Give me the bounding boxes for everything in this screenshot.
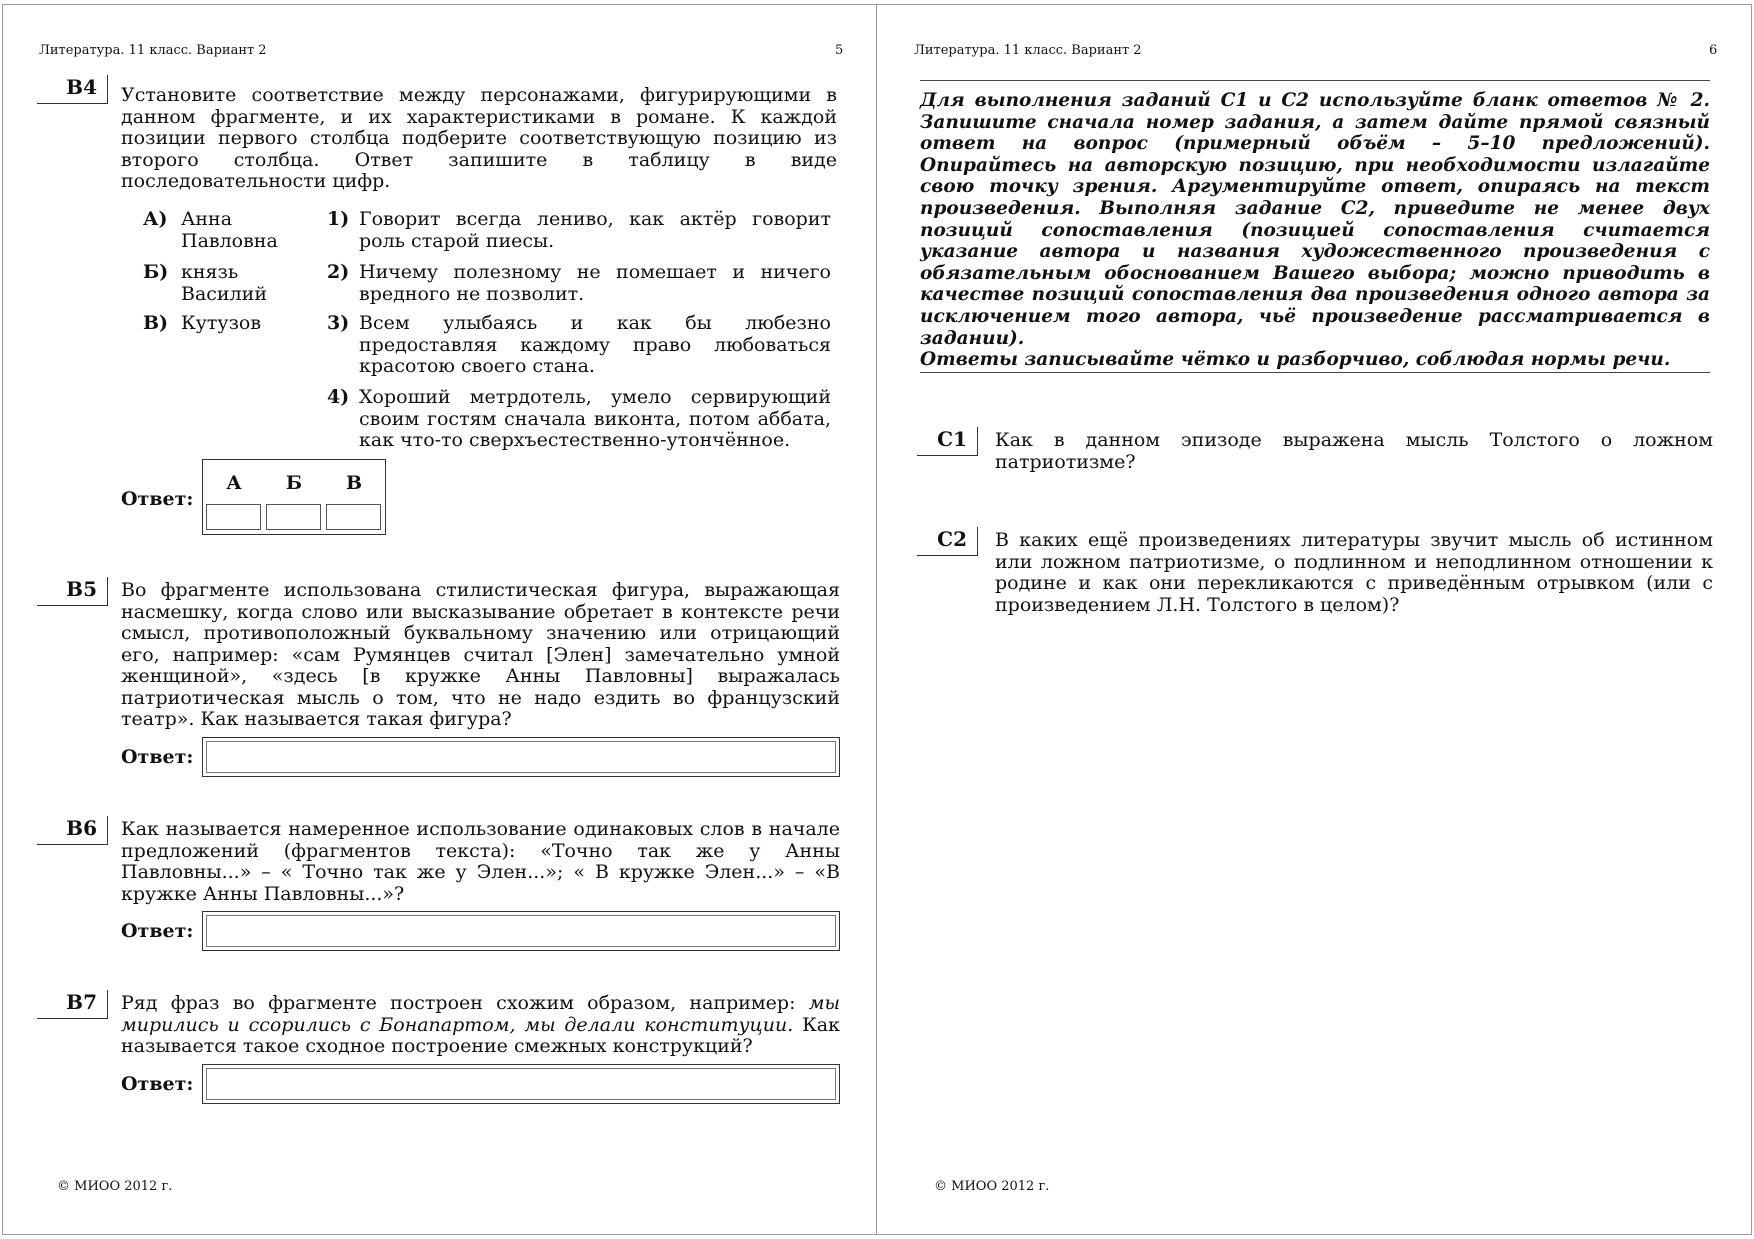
page-number: 6 bbox=[1709, 43, 1718, 58]
answer-field-b5[interactable] bbox=[202, 737, 840, 777]
character-name: Кутузов bbox=[181, 312, 262, 334]
characteristic-text: Говорит всегда лениво, как актёр говорит роль старой пиесы. bbox=[359, 208, 831, 252]
instructions bbox=[920, 90, 1710, 371]
task-b7-example: мы мирились и ссорились с Бонапартом, мы делали конституции. bbox=[121, 992, 840, 1036]
task-c1-text: Как в данном эпизоде выражена мысль Толстого о ложном патриотизме? bbox=[995, 429, 1713, 473]
left-page bbox=[2, 4, 878, 1235]
character-name: князь Василий bbox=[181, 261, 267, 305]
answer-field-b6[interactable] bbox=[202, 911, 840, 951]
page-footer: © МИОО 2012 г. bbox=[57, 1179, 173, 1194]
task-label-b7: B7 bbox=[37, 990, 108, 1019]
task-label-b5: B5 bbox=[37, 577, 108, 606]
answer-field-b7[interactable] bbox=[202, 1064, 840, 1104]
page-header: Литература. 11 класс. Вариант 2 bbox=[914, 43, 1142, 58]
instructions-top-rule bbox=[920, 80, 1710, 81]
instructions-bottom-rule bbox=[920, 372, 1710, 373]
answer-label: Ответ: bbox=[121, 920, 194, 942]
characteristic-number: 4) bbox=[327, 386, 350, 408]
character-letter: В) bbox=[143, 312, 169, 334]
instructions-text: Для выполнения заданий С1 и С2 используйте бланк ответов № 2. Запишите сначала номер задания, а затем дайте прямой связный ответ на вопрос (примерный объём – 5–10 предложений). Опирайтесь на авторскую позицию, при необходимости излагайте свою точку зрения. Аргументируйте ответ, опираясь на текст произведения. Выполняя задание С2, приведите не менее двух позиций сопоставления (позицией сопоставления считается указание автора и названия художественного произведения с обязательным обоснованием Вашего выбора; можно приводить в качестве позиций сопоставления два произведения одного автора за исключением того автора, чьё произведение рассматривается в задании). bbox=[920, 90, 1710, 349]
task-label-c2: C2 bbox=[917, 527, 978, 556]
answer-label: Ответ: bbox=[121, 1073, 194, 1095]
task-b6-text: Как называется намеренное использование одинаковых слов в начале предложений (фрагментов текста): «Точно так же у Анны Павловны...» – « Точно так же у Элен...»; « В кружке Элен...» – «В кружке Анны Павловны...»? bbox=[121, 818, 840, 905]
page-footer: © МИОО 2012 г. bbox=[934, 1179, 1050, 1194]
task-label-c1: C1 bbox=[917, 427, 978, 456]
answer-cell-v[interactable] bbox=[326, 504, 381, 530]
task-label-b4: B4 bbox=[37, 75, 108, 104]
right-page bbox=[876, 4, 1752, 1235]
characteristic-text: Хороший метрдотель, умело сервирующий своим гостям сначала виконта, потом аббата, как что-то сверхъестественно-утончённое. bbox=[359, 386, 831, 451]
characteristic-number: 2) bbox=[327, 261, 350, 283]
answer-table-header: Б bbox=[285, 472, 303, 494]
character-name: Анна Павловна bbox=[181, 208, 278, 252]
task-b5-text: Во фрагменте использована стилистическая фигура, выражающая насмешку, когда слово или высказывание обретает в контексте речи смысл, противоположный буквальному значению или отрицающий его, например: «сам Румянцев считал [Элен] замечательно умной женщиной», «здесь [в кружке Анны Павловны] выражалась патриотическая мысль о том, что не надо ездить во французский театр». Как называется такая фигура? bbox=[121, 579, 840, 730]
page-header: Литература. 11 класс. Вариант 2 bbox=[39, 43, 267, 58]
character-letter: А) bbox=[143, 208, 168, 230]
task-label-b6: B6 bbox=[37, 816, 108, 845]
answer-table-header: А bbox=[226, 472, 242, 494]
answer-label: Ответ: bbox=[121, 488, 194, 510]
task-b7-text-start: Ряд фраз во фрагменте построен схожим образом, например: bbox=[121, 992, 809, 1014]
task-c2-text: В каких ещё произведениях литературы звучит мысль об истинном или ложном патриотизме, о подлинном и неподлинном отношении к родине и как они перекликаются с приведённым отрывком (или с произведением Л.Н. Толстого в целом)? bbox=[995, 529, 1713, 616]
task-b4-text: Установите соответствие между персонажами, фигурирующими в данном фрагменте, и их характеристиками в романе. К каждой позиции первого столбца подберите соответствующую позицию из второго столбца. Ответ запишите в таблицу в виде последовательности цифр. bbox=[121, 84, 837, 192]
page-number: 5 bbox=[835, 43, 844, 58]
character-letter: Б) bbox=[143, 261, 169, 283]
answer-table bbox=[202, 459, 386, 535]
task-b7-text-end: Как называется такое сходное построение смежных конструкций? bbox=[121, 1013, 840, 1057]
answer-cell-a[interactable] bbox=[206, 504, 261, 530]
characteristic-text: Ничему полезному не помешает и ничего вредного не позволит. bbox=[359, 261, 831, 305]
characteristic-number: 3) bbox=[327, 312, 350, 334]
answer-cell-b[interactable] bbox=[266, 504, 321, 530]
characteristic-text: Всем улыбаясь и как бы любезно предоставляя каждому право любоваться красотою своего стана. bbox=[359, 312, 831, 377]
task-b7-text bbox=[121, 993, 840, 1058]
answer-label: Ответ: bbox=[121, 746, 194, 768]
characteristic-number: 1) bbox=[327, 208, 350, 230]
instructions-last-line: Ответы записывайте чётко и разборчиво, соблюдая нормы речи. bbox=[920, 349, 1671, 371]
answer-table-header: В bbox=[345, 472, 363, 494]
